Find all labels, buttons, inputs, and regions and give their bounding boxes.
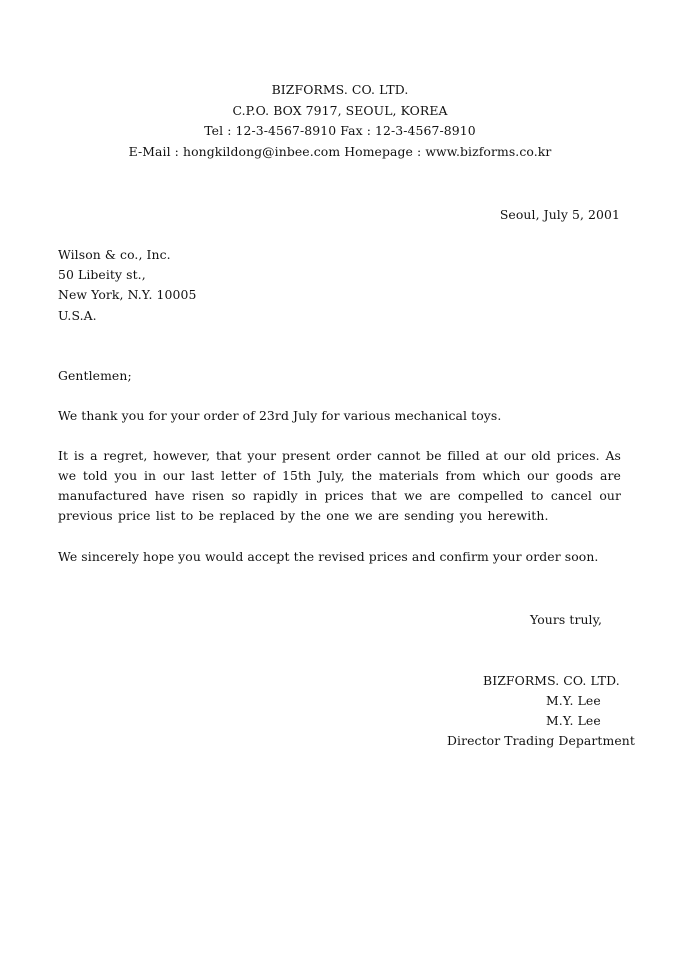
signature-title: Director Trading Department [447,733,635,748]
body-paragraph-3: We sincerely hope you would accept the revised prices and confirm your order soon. [58,549,599,564]
recipient-name: Wilson & co., Inc. [58,247,171,262]
letterhead-tel-fax: Tel : 12-3-4567-8910 Fax : 12-3-4567-8910 [204,123,476,138]
letter-date: Seoul, July 5, 2001 [499,207,620,222]
salutation: Gentlemen; [58,368,132,383]
letterhead-email-homepage: E-Mail : hongkildong@inbee.com Homepage : www.bizforms.co.kr [128,144,552,159]
closing: Yours truly, [530,612,603,627]
signature-name: M.Y. Lee [546,693,601,708]
recipient-street: 50 Libeity st., [58,267,146,282]
letterhead-company: BIZFORMS. CO. LTD. [271,82,409,97]
signature-company: BIZFORMS. CO. LTD. [483,673,620,688]
recipient-city: New York, N.Y. 10005 [58,287,197,302]
body-paragraph-1: We thank you for your order of 23rd July for various mechanical toys. [58,408,502,423]
body-paragraph-2: It is a regret, however, that your present order cannot be filled at our old prices. As we told you in our last letter of 15th July, the materials from which our goods are manufactured have risen so rapidly in prices that we are compelled to cancel our previous price list to be replaced by the one we are sending you herewith. [58,448,621,523]
signature-name-typed: M.Y. Lee [546,713,601,728]
recipient-country: U.S.A. [58,308,97,323]
letterhead-address: C.P.O. BOX 7917, SEOUL, KOREA [232,103,448,118]
